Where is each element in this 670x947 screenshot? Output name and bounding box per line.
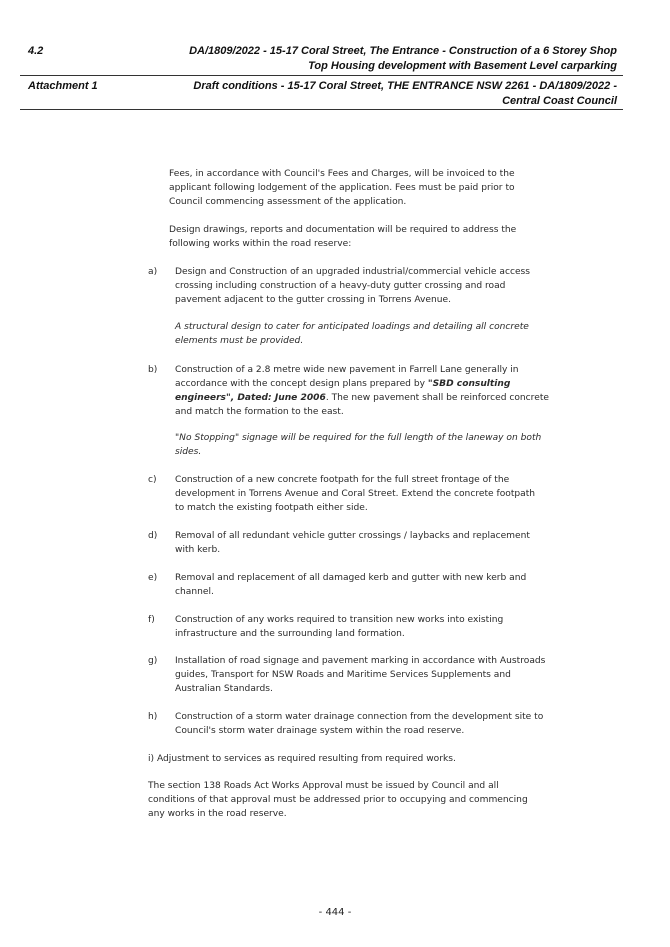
item-line: with kerb. xyxy=(175,545,221,555)
note-line: "No Stopping" signage will be required for the full length of the laneway on both xyxy=(175,433,542,443)
list-label: f) xyxy=(148,615,155,625)
list-label: b) xyxy=(148,365,158,375)
list-item-a-note xyxy=(175,320,529,348)
item-line: Construction of a 2.8 metre wide new pavement in Farrell Lane generally in xyxy=(175,365,519,375)
report-title-line-1: DA/1809/2022 - 15-17 Coral Street, The Entrance - Construction of a 6 Storey Shop xyxy=(189,45,617,57)
report-title-line-2: Top Housing development with Basement Level carparking xyxy=(308,60,617,72)
item-line: development in Torrens Avenue and Coral Street. Extend the concrete footpath xyxy=(175,489,536,499)
list-label: e) xyxy=(148,573,158,583)
design-paragraph xyxy=(169,223,516,251)
item-line: and match the formation to the east. xyxy=(175,407,344,417)
item-line: to match the existing footpath either side. xyxy=(175,503,368,513)
attachment-title-line-2: Central Coast Council xyxy=(502,95,617,107)
fees-paragraph xyxy=(169,167,515,209)
item-line: Construction of a storm water drainage connection from the development site to xyxy=(175,712,544,722)
header-divider-top xyxy=(20,75,623,76)
item-line: Removal and replacement of all damaged kerb and gutter with new kerb and xyxy=(175,573,527,583)
closing-line: The section 138 Roads Act Works Approval must be issued by Council and all xyxy=(148,781,499,791)
note-line: elements must be provided. xyxy=(175,336,304,346)
fees-line: Council commencing assessment of the application. xyxy=(169,197,407,207)
item-line: guides, Transport for NSW Roads and Maritime Services Supplements and xyxy=(175,670,511,680)
item-line: Installation of road signage and pavement marking in accordance with Austroads xyxy=(175,656,546,666)
list-item-b-note xyxy=(175,431,541,459)
closing-line: any works in the road reserve. xyxy=(148,809,287,819)
item-line: channel. xyxy=(175,587,214,597)
list-label: g) xyxy=(148,656,158,666)
list-text xyxy=(175,571,575,599)
consultant-name: "SBD consulting xyxy=(427,379,511,389)
item-line: Council's storm water drainage system within the road reserve. xyxy=(175,726,465,736)
list-item-i: i) Adjustment to services as required resulting from required works. xyxy=(148,754,456,764)
item-text: accordance with the concept design plans prepared by xyxy=(175,379,428,389)
list-label: c) xyxy=(148,475,157,485)
list-text xyxy=(175,363,575,419)
item-line xyxy=(175,377,575,391)
item-line: pavement adjacent to the gutter crossing in Torrens Avenue. xyxy=(175,295,452,305)
attachment-label: Attachment 1 xyxy=(28,80,98,92)
item-line: Design and Construction of an upgraded industrial/commercial vehicle access xyxy=(175,267,531,277)
closing-line: conditions of that approval must be addressed prior to occupying and commencing xyxy=(148,795,528,805)
design-line: following works within the road reserve: xyxy=(169,239,352,249)
list-text xyxy=(175,613,575,641)
item-line: Removal of all redundant vehicle gutter crossings / laybacks and replacement xyxy=(175,531,530,541)
list-label: d) xyxy=(148,531,158,541)
note-line: A structural design to cater for anticipated loadings and detailing all concrete xyxy=(175,322,529,332)
item-line xyxy=(175,391,575,405)
item-line: crossing including construction of a heavy-duty gutter crossing and road xyxy=(175,281,506,291)
list-text xyxy=(175,529,575,557)
list-text xyxy=(175,710,575,738)
item-line: Australian Standards. xyxy=(175,684,273,694)
item-number: 4.2 xyxy=(28,45,44,57)
item-line: Construction of any works required to transition new works into existing xyxy=(175,615,504,625)
fees-line: Fees, in accordance with Council's Fees and Charges, will be invoiced to the xyxy=(169,169,515,179)
design-line: Design drawings, reports and documentation will be required to address the xyxy=(169,225,517,235)
report-title xyxy=(189,44,617,74)
list-text xyxy=(175,654,575,696)
header-divider-bottom xyxy=(20,109,623,110)
page-number: - 444 - xyxy=(318,907,352,918)
consultant-date: engineers", Dated: June 2006 xyxy=(175,393,326,403)
fees-line: applicant following lodgement of the application. Fees must be paid prior to xyxy=(169,183,515,193)
attachment-title-line-1: Draft conditions - 15-17 Coral Street, THE ENTRANCE NSW 2261 - DA/1809/2022 - xyxy=(193,80,617,92)
list-label: h) xyxy=(148,712,158,722)
closing-paragraph xyxy=(148,779,528,821)
list-text xyxy=(175,265,575,307)
item-line: Construction of a new concrete footpath for the full street frontage of the xyxy=(175,475,510,485)
list-label: a) xyxy=(148,267,158,277)
item-text: . The new pavement shall be reinforced concrete xyxy=(325,393,549,403)
item-line: infrastructure and the surrounding land formation. xyxy=(175,629,405,639)
list-text xyxy=(175,473,575,515)
note-line: sides. xyxy=(175,447,202,457)
attachment-title xyxy=(193,79,617,109)
